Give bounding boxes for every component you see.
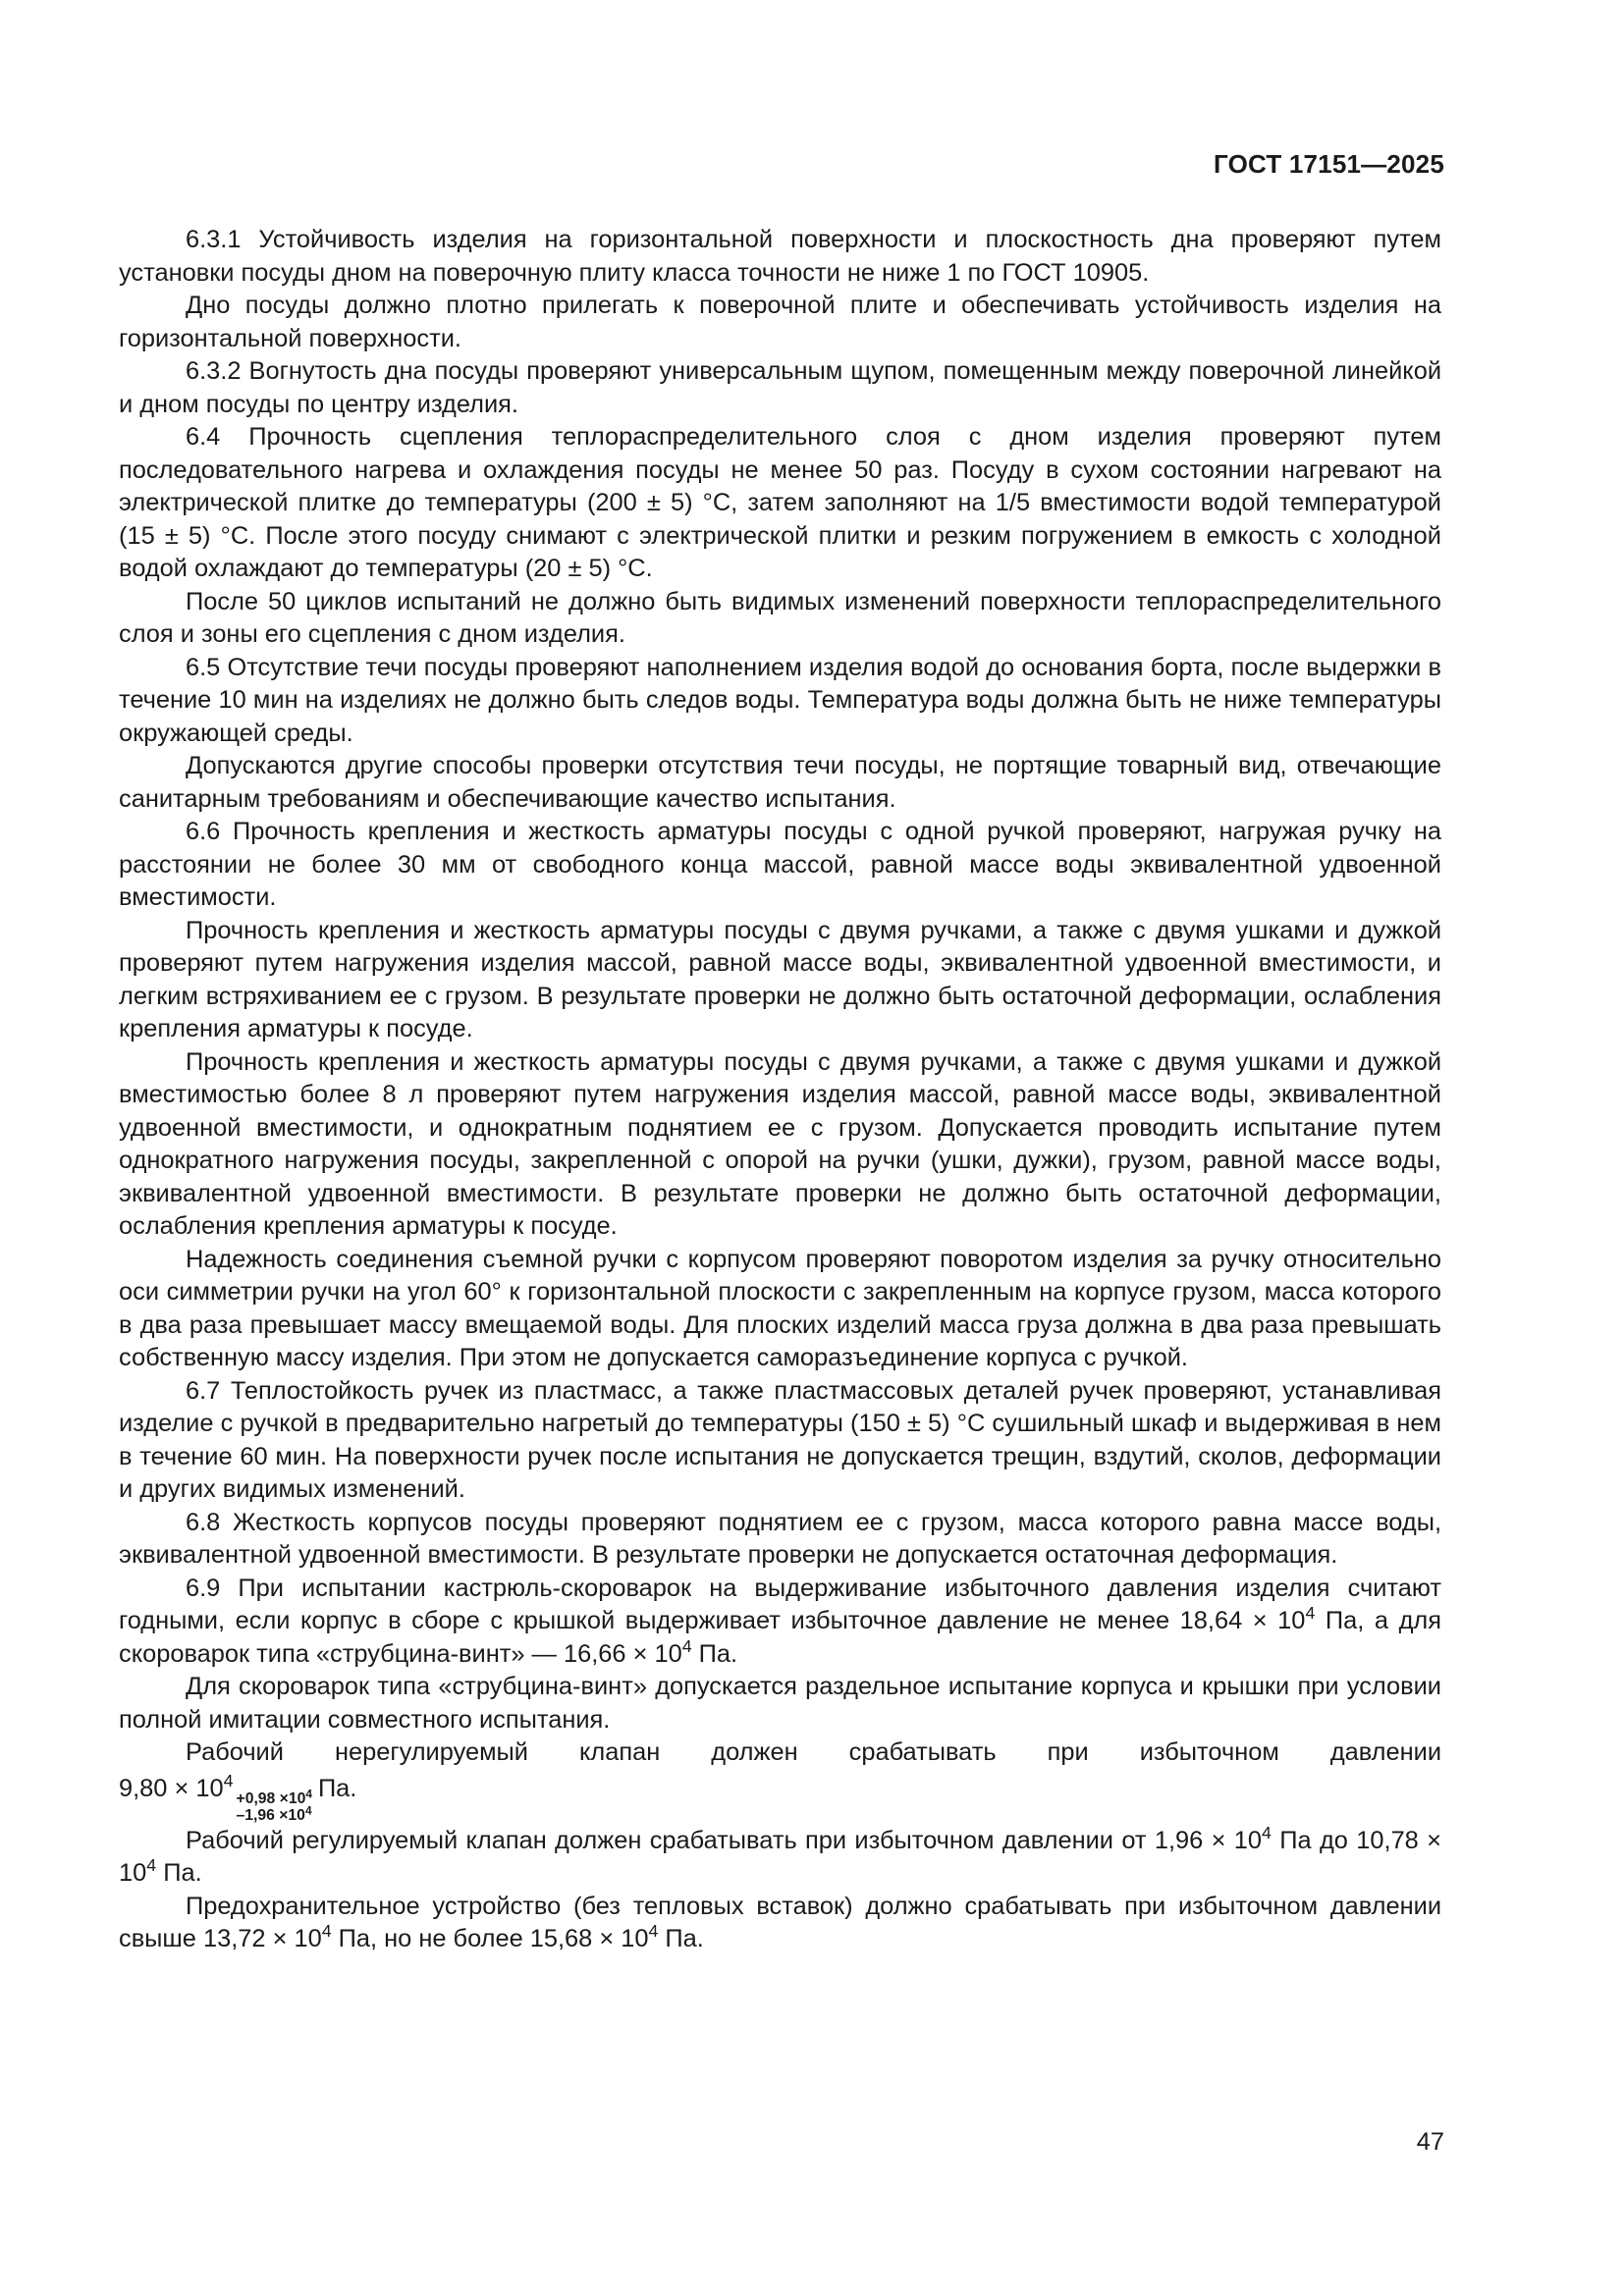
text-segment: Па. <box>156 1859 202 1888</box>
exponent: 4 <box>305 1787 312 1801</box>
paragraph-6-9 <box>119 1573 1441 1672</box>
paragraph-6-3-1-cont: Дно посуды должно плотно прилегать к поверочной плите и обеспечивать устойчивость изделия на горизонтальной поверхности. <box>119 292 1441 352</box>
exponent: 4 <box>1262 1823 1272 1843</box>
exponent: 4 <box>321 1921 332 1942</box>
paragraph-6-3-1: 6.3.1 Устойчивость изделия на горизонтальной поверхности и плоскостность дна проверяют путем установки посуды дном на поверочную плиту класса точности не ниже 1 по ГОСТ 10905. <box>119 226 1441 287</box>
document-body <box>119 224 1441 1956</box>
paragraph-6-5-cont: Допускаются другие способы проверки отсутствия течи посуды, не портящие товарный вид, отвечающие санитарным требованиям и обеспечивающие качество испытания. <box>119 752 1441 813</box>
page-number: 47 <box>1416 2128 1444 2156</box>
paragraph-6-9-adjustable-valve <box>119 1825 1441 1891</box>
paragraph-6-6: 6.6 Прочность крепления и жесткость арматуры посуды с одной ручкой проверяют, нагружая ручку на расстоянии не более 30 мм от свободного конца массой, равной массе воды эквивалентной удвоенной вместимости. <box>119 818 1441 911</box>
paragraph-6-6-detachable-handle: Надежность соединения съемной ручки с корпусом проверяют поворотом изделия за ручку относительно оси симметрии ручки на угол 60° к горизонтальной плоскости с закрепленным на корпусе грузом, масса которого в два раза превышает массу вмещаемой воды. Для плоских изделий масса груза должна в два раза превышать собственную массу изделия. При этом не допускается саморазъединение корпуса с ручкой. <box>119 1245 1441 1371</box>
paragraph-6-6-large-volume: Прочность крепления и жесткость арматуры посуды с двумя ручками, а также с двумя ушками и дужкой вместимостью более 8 л проверяют путем нагружения изделия массой, равной массе воды, эквивалентной удвоенной вместимости, и однократным поднятием ее с грузом. Допускается проводить испытание путем однократного нагружения посуды, закрепленной с опорой на ручки (ушки, дужки), грузом, равной массе воды, эквивалентной удвоенной вместимости. В результате проверки не должно быть остаточной деформации, ослабления крепления арматуры к посуде. <box>119 1047 1441 1240</box>
tolerance-minus <box>236 1803 312 1825</box>
exponent: 4 <box>146 1855 157 1876</box>
paragraph-6-7: 6.7 Теплостойкость ручек из пластмасс, а также пластмассовых деталей ручек проверяют, устанавливая изделие с ручкой в предварительно нагретый до температуры (150 ± 5) °C сушильный шкаф и выдерживая в нем в течение 60 мин. На поверхности ручек после испытания не допускается трещин, вздутий, сколов, деформации и других видимых изменений. <box>119 1376 1441 1503</box>
exponent: 4 <box>648 1921 659 1942</box>
tolerance-minus-value: –1,96 ×10 <box>236 1807 305 1825</box>
text-segment: Па, но не более 15,68 × 10 <box>331 1925 649 1953</box>
text-segment: Па. <box>691 1639 738 1668</box>
nonadjustable-valve-pressure-formula <box>119 1770 1441 1825</box>
paragraph-6-5: 6.5 Отсутствие течи посуды проверяют наполнением изделия водой до основания борта, после выдержки в течение 10 мин на изделиях не должно быть следов воды. Температура воды должна быть не ниже температуры окружающей среды. <box>119 653 1441 747</box>
document-code-header: ГОСТ 17151—2025 <box>1214 149 1444 179</box>
tolerance-plus <box>236 1787 312 1808</box>
paragraph-6-9-split-test: Для скороварок типа «струбцина-винт» допускается раздельное испытание корпуса и крышки при условии полной имитации совместного испытания. <box>119 1673 1441 1734</box>
text-segment: 6.9 При испытании кастрюль-скороварок на выдерживание избыточного давления изделия считают годными, если корпус в сборе с крышкой выдерживает избыточное давление не менее 18,64 × 10 <box>119 1574 1441 1634</box>
paragraph-6-9-nonadjustable-valve: Рабочий нерегулируемый клапан должен срабатывать при избыточном давлении <box>186 1738 1441 1766</box>
paragraph-6-4-cont: После 50 циклов испытаний не должно быть видимых изменений поверхности теплораспределительного слоя и зоны его сцепления с дном изделия. <box>119 587 1441 648</box>
text-segment: Па, а для скороварок типа «струбцина-винт» — 16,66 × 10 <box>119 1607 1441 1668</box>
exponent: 4 <box>223 1770 234 1790</box>
exponent: 4 <box>304 1803 312 1818</box>
tolerance-plus-value: +0,98 ×10 <box>236 1789 306 1807</box>
exponent: 4 <box>1305 1603 1316 1624</box>
tolerance-stack <box>236 1787 312 1825</box>
text-segment: Предохранительное устройство (без тепловых вставок) должно срабатывать при избыточном давлении свыше 13,72 × 10 <box>119 1892 1441 1953</box>
paragraph-6-9-safety-device <box>119 1891 1441 1956</box>
text-segment: Па до 10,78 × 10 <box>119 1826 1441 1888</box>
paragraph-6-8: 6.8 Жесткость корпусов посуды проверяют поднятием ее с грузом, масса которого равна массе воды, эквивалентной удвоенной вместимости. В результате проверки не допускается остаточная деформация. <box>119 1508 1441 1569</box>
text-segment: Рабочий регулируемый клапан должен срабатывать при избыточном давлении от 1,96 × 10 <box>186 1826 1263 1854</box>
text-segment: Па. <box>658 1925 704 1953</box>
paragraph-6-6-two-handles: Прочность крепления и жесткость арматуры посуды с двумя ручками, а также с двумя ушками и дужкой проверяют путем нагружения изделия массой, равной массе воды, эквивалентной удвоенной вместимости, и легким встряхиванием ее с грузом. В результате проверки не должно быть остаточной деформации, ослабления крепления арматуры к посуде. <box>119 916 1441 1042</box>
exponent: 4 <box>681 1635 692 1656</box>
paragraph-6-4: 6.4 Прочность сцепления теплораспределительного слоя с дном изделия проверяют путем последовательного нагрева и охлаждения посуды не менее 50 раз. Посуду в сухом состоянии нагревают на электрической плитке до температуры (200 ± 5) °C, затем заполняют на 1/5 вместимости водой температурой (15 ± 5) °C. После этого посуду снимают с электрической плитки и резким погружением в емкость с холодной водой охлаждают до температуры (20 ± 5) °C. <box>119 423 1441 582</box>
formula-base: 9,80 × 10 <box>119 1774 224 1802</box>
paragraph-6-3-2: 6.3.2 Вогнутость дна посуды проверяют универсальным щупом, помещенным между поверочной линейкой и дном посуды по центру изделия. <box>119 357 1441 418</box>
formula-unit: Па. <box>317 1774 357 1802</box>
